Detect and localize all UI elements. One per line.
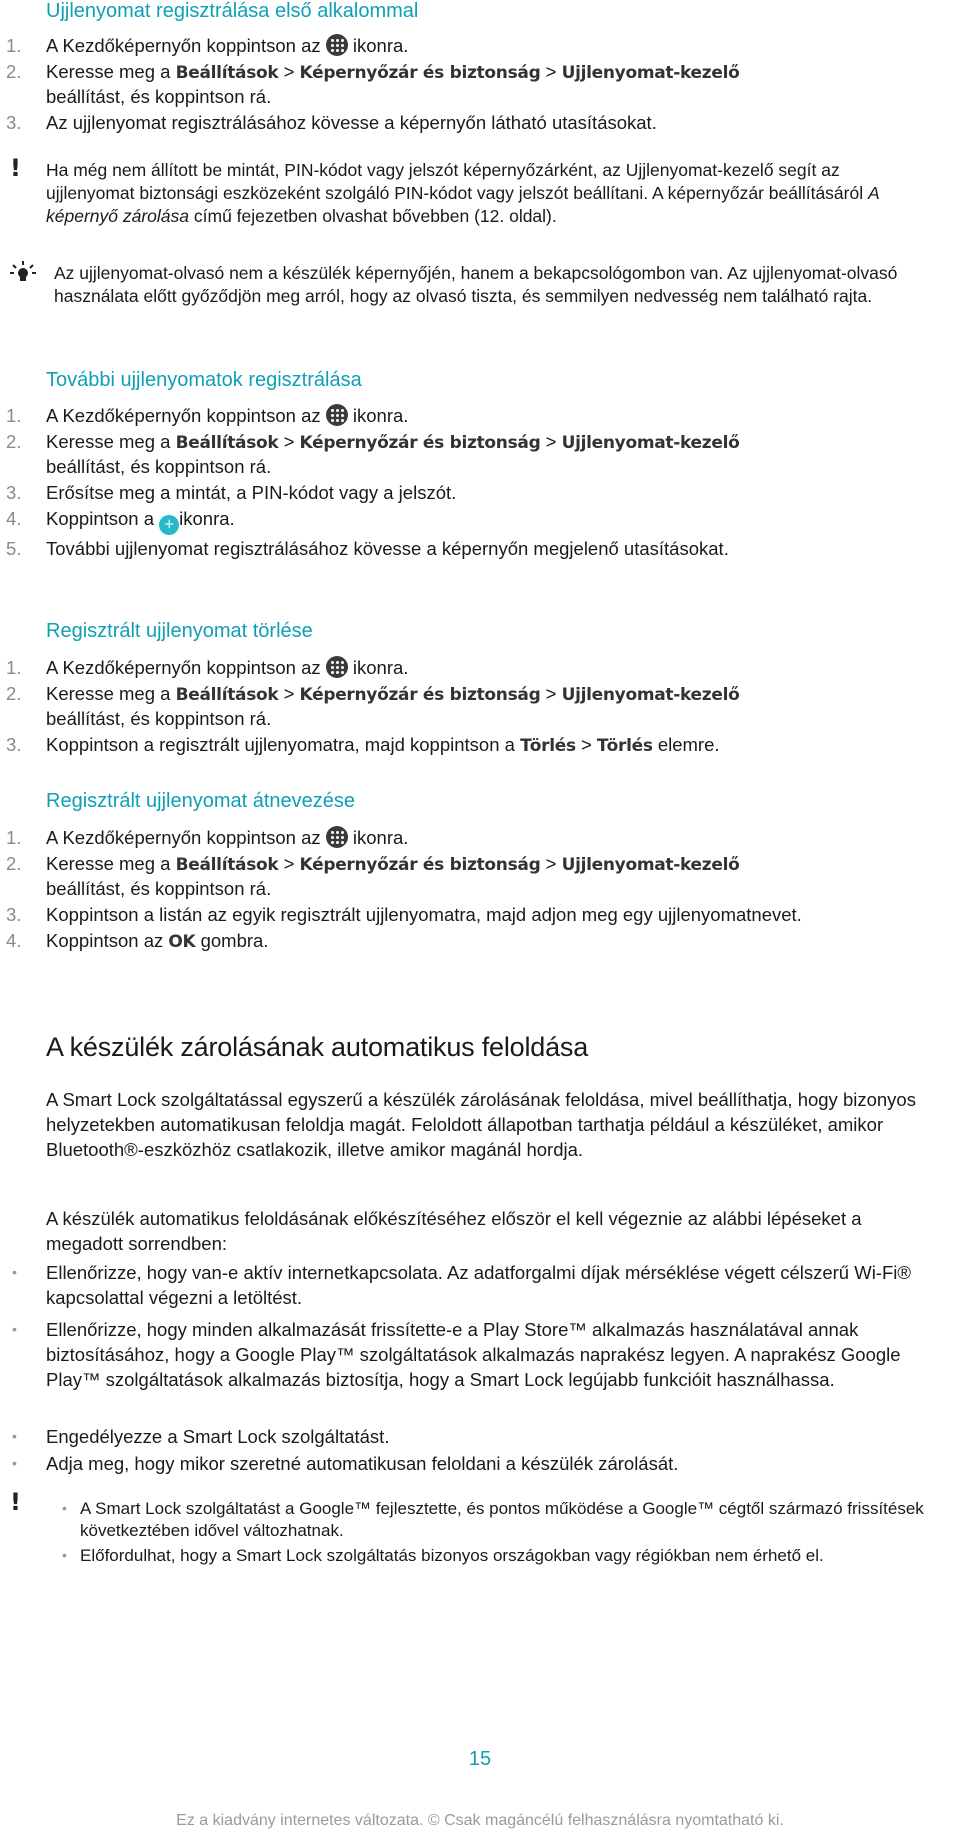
step-2: 2. Keresse meg a Beállítások > Képernyőzár és biztonság > Ujjlenyomat-kezelő beállítást, és koppintson rá. [6,853,740,899]
apps-icon [326,656,348,678]
paragraph-intro: A Smart Lock szolgáltatással egyszerű a készülék zárolásának feloldása, mivel beállíthatja, hogy bizonyos helyzetekben automatikusan feloldja magát. Feloldott állapotban tarthatja például a készüléket, amikor Bluetooth®-eszközhöz csatlakozik, illetve amikor magánál hordja. [46,1089,916,1160]
main-heading: A készülék zárolásának automatikus feloldása [46,1032,589,1062]
list-item: Ellenőrizze, hogy minden alkalmazását frissítette-e a Play Store™ alkalmazás használatával annak biztosításához, hogy a Google Play™ szolgáltatások alkalmazás naprakész legyen. A naprakész Google Play™ szolgáltatások alkalmazás biztosítja, hogy a Smart Lock legújabb funkcióit használhassa. [46,1319,901,1390]
bullet-marker: • [62,1547,67,1563]
steps-delete-fingerprint [0,656,900,760]
step-2: 2. Keresse meg a Beállítások > Képernyőzár és biztonság > Ujjlenyomat-kezelő beállítást, és koppintson rá. [6,683,740,729]
step-2: 2. Keresse meg a Beállítások > Képernyőzár és biztonság > Ujjlenyomat-kezelő beállítást, és koppintson rá. [6,431,740,477]
step-2: 2. Keresse meg a Beállítások > Képernyőzár és biztonság > Ujjlenyomat-kezelő beállítást, és koppintson rá. [6,61,740,107]
warning-icon: ! [10,1488,21,1516]
apps-icon [326,826,348,848]
footer-note: Ez a kiadvány internetes változata. © Csak magáncélú felhasználásra nyomtatható ki. [176,1812,784,1829]
step-3: 3. Az ujjlenyomat regisztrálásához kövesse a képernyőn látható utasításokat. [6,112,657,133]
tip-note: Az ujjlenyomat-olvasó nem a készülék képernyőjén, hanem a bekapcsológombon van. Az ujjlenyomat-olvasó használata előtt győződjön meg arról, hogy az olvasó tiszta, és semmilyen nedvesség nem található rajta. [54,263,898,306]
bullet-marker: • [62,1500,67,1516]
bullet-marker: • [12,1428,17,1444]
list-item: Adja meg, hogy mikor szeretné automatikusan feloldani a készülék zárolását. [46,1453,679,1474]
list-item: Engedélyezze a Smart Lock szolgáltatást. [46,1426,390,1447]
bullet-marker: • [12,1455,17,1471]
bullet-marker: • [12,1321,17,1337]
step-1: 1. A Kezdőképernyőn koppintson az ikonra. [6,405,409,426]
step-1: 1. A Kezdőképernyőn koppintson az ikonra. [6,827,409,848]
bullet-marker: • [12,1264,17,1280]
steps-more-fingerprints [0,404,900,563]
step-3: 3. Koppintson a regisztrált ujjlenyomatra, majd koppintson a Törlés > Törlés elemre. [6,734,720,756]
add-icon: + [159,515,179,535]
note-item: A Smart Lock szolgáltatást a Google™ fejlesztette, és pontos működése a Google™ cégtől származó frissítések következtében idővel változhatnak. [80,1499,924,1540]
list-item: Ellenőrizze, hogy van-e aktív internetkapcsolata. Az adatforgalmi díjak mérséklése végett célszerű Wi-Fi® kapcsolattal végezni a letöltést. [46,1262,912,1308]
step-4: 4. Koppintson az OK gombra. [6,930,269,952]
step-1: 1. A Kezdőképernyőn koppintson az ikonra. [6,657,409,678]
note-item: Előfordulhat, hogy a Smart Lock szolgáltatás bizonyos országokban vagy régiókban nem érhető el. [80,1546,824,1565]
apps-icon [326,404,348,426]
paragraph-prerequisites: A készülék automatikus feloldásának előkészítéséhez először el kell végeznie az alábbi lépéseket a megadott sorrendben: [46,1208,862,1254]
step-1: 1. A Kezdőképernyőn koppintson az ikonra. [6,35,409,56]
section-title-more-fingerprints: További ujjlenyomatok regisztrálása [46,369,362,391]
lightbulb-icon [10,260,36,284]
warning-icon: ! [10,154,21,182]
section-title-delete-fingerprint: Regisztrált ujjlenyomat törlése [46,620,313,642]
section-title-rename-fingerprint: Regisztrált ujjlenyomat átnevezése [46,790,356,812]
step-5: 5. További ujjlenyomat regisztrálásához kövesse a képernyőn megjelenő utasításokat. [6,538,729,559]
page-number: 15 [468,1748,492,1770]
warning-note: Ha még nem állított be mintát, PIN-kódot vagy jelszót képernyőzárként, az Ujjlenyomat-kezelő segít az ujjlenyomat biztonsági eszközeként szolgáló PIN-kódot vagy jelszót beállítani. A képernyőzár beállításáról A képernyő zárolása című fejezetben olvashat bővebben (12. oldal). [46,160,880,226]
steps-first-registration [0,34,900,137]
apps-icon [326,34,348,56]
step-3: 3. Erősítse meg a mintát, a PIN-kódot vagy a jelszót. [6,482,457,503]
steps-rename-fingerprint [0,826,900,956]
step-3: 3. Koppintson a listán az egyik regisztrált ujjlenyomatra, majd adjon meg egy ujjlenyomatnevet. [6,904,802,925]
step-4: 4. Koppintson a + ikonra. [0,507,900,535]
section-title-first-registration: Ujjlenyomat regisztrálása első alkalommal [46,0,419,22]
